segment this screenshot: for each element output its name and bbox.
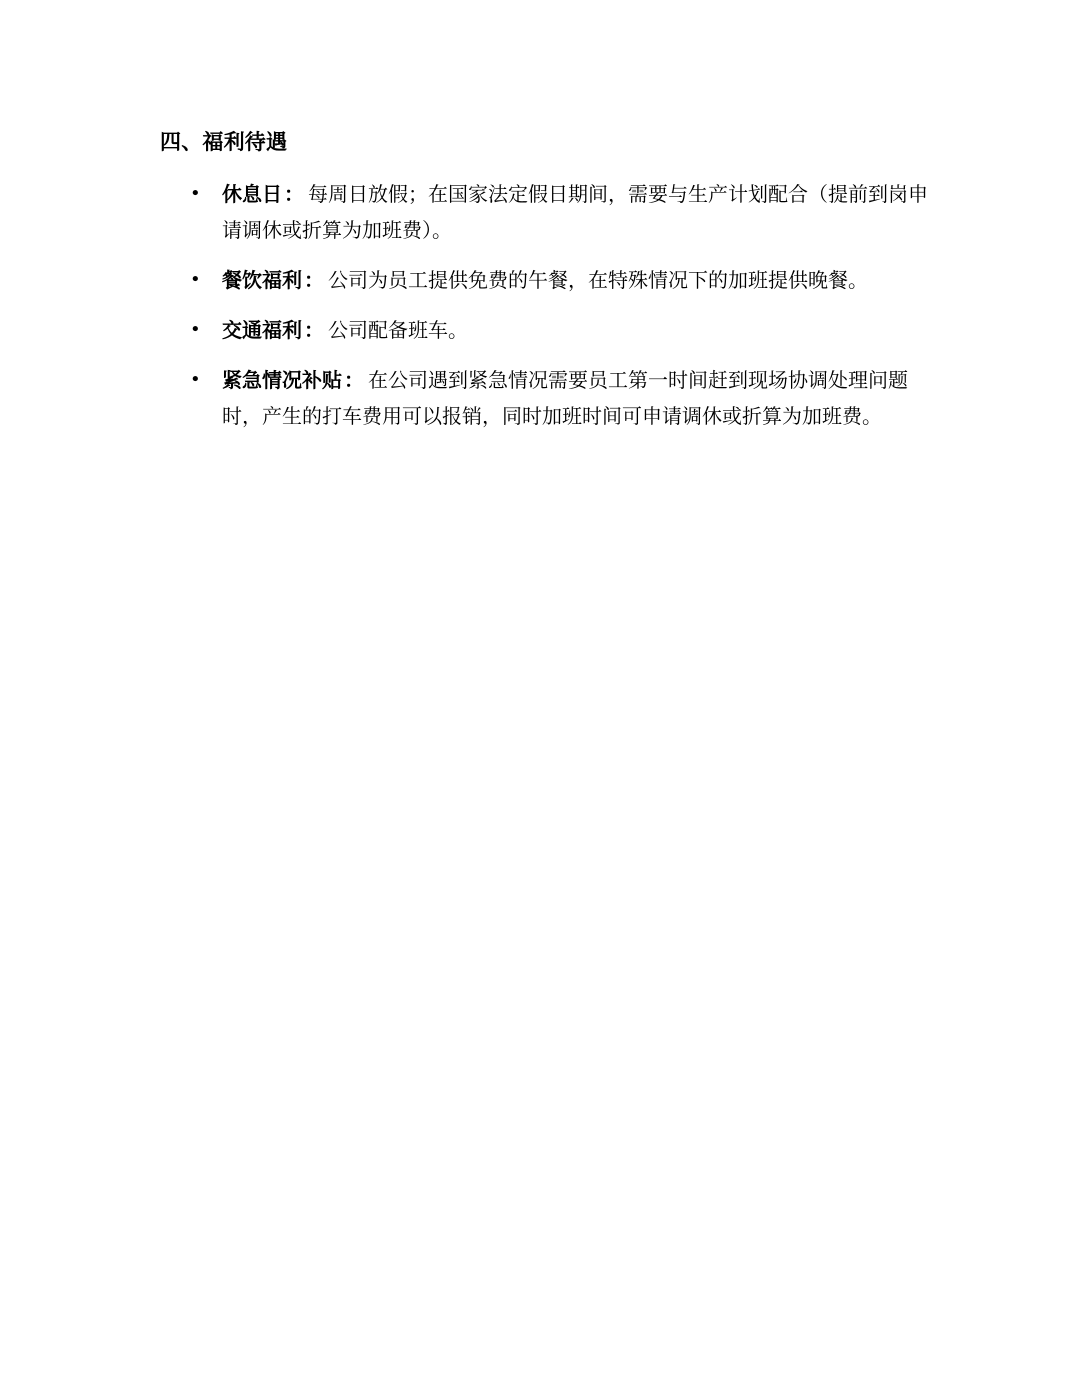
benefits-list xyxy=(160,176,930,448)
section-heading: 四、福利待遇 xyxy=(160,129,288,154)
item-text: 公司为员工提供免费的午餐，在特殊情况下的加班提供晚餐。 xyxy=(328,268,868,292)
item-separator: ： xyxy=(284,182,304,206)
item-separator: ： xyxy=(304,268,324,292)
bullet-icon: • xyxy=(190,269,201,290)
list-item-rest-days xyxy=(160,176,930,248)
item-label: 休息日 xyxy=(222,182,282,206)
bullet-icon: • xyxy=(190,369,201,390)
item-label: 交通福利 xyxy=(222,318,302,342)
item-text: 每周日放假；在国家法定假日期间，需要与生产计划配合（提前到岗申请调休或折算为加班费）。 xyxy=(222,182,928,242)
item-label: 餐饮福利 xyxy=(222,268,302,292)
bullet-icon: • xyxy=(190,183,201,204)
item-separator: ： xyxy=(344,368,364,392)
item-label: 紧急情况补贴 xyxy=(222,368,342,392)
bullet-icon: • xyxy=(190,319,201,340)
item-text: 在公司遇到紧急情况需要员工第一时间赶到现场协调处理问题时，产生的打车费用可以报销，同时加班时间可申请调休或折算为加班费。 xyxy=(222,368,908,428)
item-text: 公司配备班车。 xyxy=(328,318,468,342)
list-item-meal-benefits xyxy=(160,262,930,298)
list-item-emergency-allowance xyxy=(160,362,930,434)
item-separator: ： xyxy=(304,318,324,342)
list-item-transport-benefits xyxy=(160,312,930,348)
